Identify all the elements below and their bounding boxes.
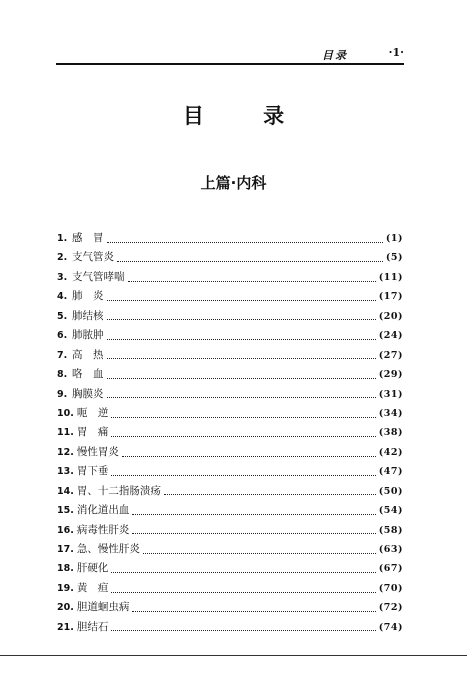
toc-dot-leader (111, 435, 375, 437)
toc-entry-title: 呃 逆 (76, 406, 109, 419)
toc-dot-leader (107, 338, 376, 340)
toc-entry[interactable] (57, 540, 403, 559)
toc-dot-leader (111, 629, 375, 631)
toc-entry-number: 12. (57, 446, 74, 458)
toc-entry-number: 4. (57, 291, 68, 303)
toc-entry-number: 15. (57, 505, 74, 517)
toc-entry-page: (34) (378, 407, 403, 419)
page-number: ·1· (388, 46, 404, 59)
toc-entry[interactable] (57, 346, 403, 365)
toc-dot-leader (111, 416, 375, 418)
toc-entry[interactable] (57, 462, 403, 481)
toc-entry[interactable] (57, 521, 403, 540)
toc-entry-title: 黄 疸 (76, 581, 109, 594)
page-title: 目 录 (182, 104, 311, 128)
toc-entry[interactable] (57, 618, 403, 637)
toc-entry-number: 2. (57, 252, 68, 264)
table-of-contents (57, 229, 403, 637)
toc-entry-page: (54) (378, 505, 403, 517)
toc-entry[interactable] (57, 559, 403, 578)
toc-dot-leader (107, 299, 376, 301)
toc-entry-title: 胃、十二指肠溃疡 (76, 484, 161, 497)
toc-entry-page: (38) (378, 427, 403, 439)
toc-dot-leader (111, 591, 375, 593)
toc-entry-number: 19. (57, 582, 74, 594)
toc-entry-page: (70) (378, 582, 403, 594)
toc-entry-number: 18. (57, 563, 74, 575)
toc-entry-page: (47) (378, 466, 403, 478)
toc-entry-page: (17) (378, 291, 403, 303)
toc-entry[interactable] (57, 598, 403, 617)
toc-entry-page: (58) (378, 524, 403, 536)
toc-dot-leader (107, 318, 376, 320)
toc-entry-number: 5. (57, 310, 68, 322)
toc-entry-title: 肺脓肿 (72, 329, 104, 342)
toc-entry-number: 16. (57, 524, 74, 536)
toc-entry-title: 胃 痛 (76, 426, 109, 439)
toc-entry-title: 肝硬化 (76, 562, 109, 575)
toc-dot-leader (132, 532, 375, 534)
toc-dot-leader (164, 493, 376, 495)
running-header (56, 43, 404, 65)
toc-entry[interactable] (57, 326, 403, 345)
toc-entry-page: (42) (378, 446, 403, 458)
toc-entry[interactable] (57, 385, 403, 404)
toc-entry-page: (31) (378, 388, 403, 400)
toc-entry-title: 感 冒 (72, 232, 104, 244)
toc-entry-page: (50) (378, 485, 403, 497)
toc-entry-page: (29) (378, 369, 403, 381)
toc-entry[interactable] (57, 404, 403, 423)
toc-dot-leader (132, 610, 375, 612)
toc-entry-page: (5) (385, 252, 403, 264)
toc-entry-title: 支气管哮喘 (72, 270, 125, 283)
toc-entry-page: (1) (385, 233, 403, 244)
toc-entry[interactable] (57, 443, 403, 462)
toc-entry[interactable] (57, 229, 403, 248)
toc-entry-number: 20. (57, 602, 74, 614)
toc-entry-number: 6. (57, 330, 68, 342)
toc-entry-title: 急、慢性肝炎 (76, 543, 140, 555)
toc-entry-number: 17. (57, 544, 74, 555)
toc-entry-title: 慢性胃炎 (76, 445, 119, 458)
toc-entry-title: 胆结石 (76, 620, 109, 633)
toc-entry-page: (67) (378, 563, 403, 575)
toc-entry-page: (72) (378, 602, 403, 614)
toc-entry-title: 消化道出血 (76, 504, 130, 517)
toc-dot-leader (107, 377, 376, 379)
toc-entry[interactable] (57, 423, 403, 442)
toc-dot-leader (107, 357, 376, 359)
bottom-rule (0, 655, 467, 656)
toc-entry-number: 8. (57, 369, 68, 381)
toc-entry[interactable] (57, 307, 403, 326)
toc-dot-leader (132, 513, 375, 515)
toc-entry-number: 21. (57, 621, 74, 633)
toc-entry[interactable] (57, 248, 403, 267)
toc-entry-number: 14. (57, 485, 74, 497)
toc-dot-leader (122, 455, 376, 457)
toc-dot-leader (107, 396, 376, 398)
toc-entry-number: 1. (57, 233, 68, 244)
toc-entry-title: 肺结核 (72, 309, 104, 322)
running-header-label: 目录 (322, 49, 348, 62)
toc-entry-number: 3. (57, 271, 68, 283)
toc-entry-title: 胸膜炎 (72, 387, 104, 400)
toc-dot-leader (143, 552, 376, 554)
toc-entry[interactable] (57, 365, 403, 384)
toc-entry-title: 支气管炎 (72, 251, 114, 264)
toc-entry-title: 高 热 (72, 348, 104, 361)
toc-entry[interactable] (57, 579, 403, 598)
toc-entry-number: 7. (57, 349, 68, 361)
toc-entry-title: 胃下垂 (76, 465, 109, 478)
toc-entry-page: (11) (378, 271, 403, 283)
toc-entry[interactable] (57, 287, 403, 306)
toc-entry-number: 13. (57, 466, 74, 478)
toc-entry-page: (63) (378, 544, 403, 555)
toc-entry[interactable] (57, 482, 403, 501)
toc-entry-page: (20) (378, 310, 403, 322)
toc-entry-title: 胆道蛔虫病 (76, 601, 130, 614)
toc-dot-leader (111, 474, 375, 476)
toc-entry-number: 9. (57, 388, 68, 400)
toc-entry[interactable] (57, 501, 403, 520)
toc-entry-page: (24) (378, 330, 403, 342)
toc-entry-page: (27) (378, 349, 403, 361)
toc-dot-leader (128, 280, 376, 282)
section-title: 上篇·内科 (200, 174, 267, 192)
toc-dot-leader (107, 241, 383, 243)
toc-entry-title: 咯 血 (72, 368, 104, 381)
toc-entry-title: 病毒性肝炎 (76, 523, 130, 536)
toc-entry[interactable] (57, 268, 403, 287)
toc-dot-leader (111, 571, 375, 573)
toc-entry-number: 10. (57, 407, 74, 419)
toc-entry-page: (74) (378, 621, 403, 633)
toc-entry-number: 11. (57, 427, 74, 439)
toc-dot-leader (117, 260, 383, 262)
toc-entry-title: 肺 炎 (72, 290, 104, 303)
